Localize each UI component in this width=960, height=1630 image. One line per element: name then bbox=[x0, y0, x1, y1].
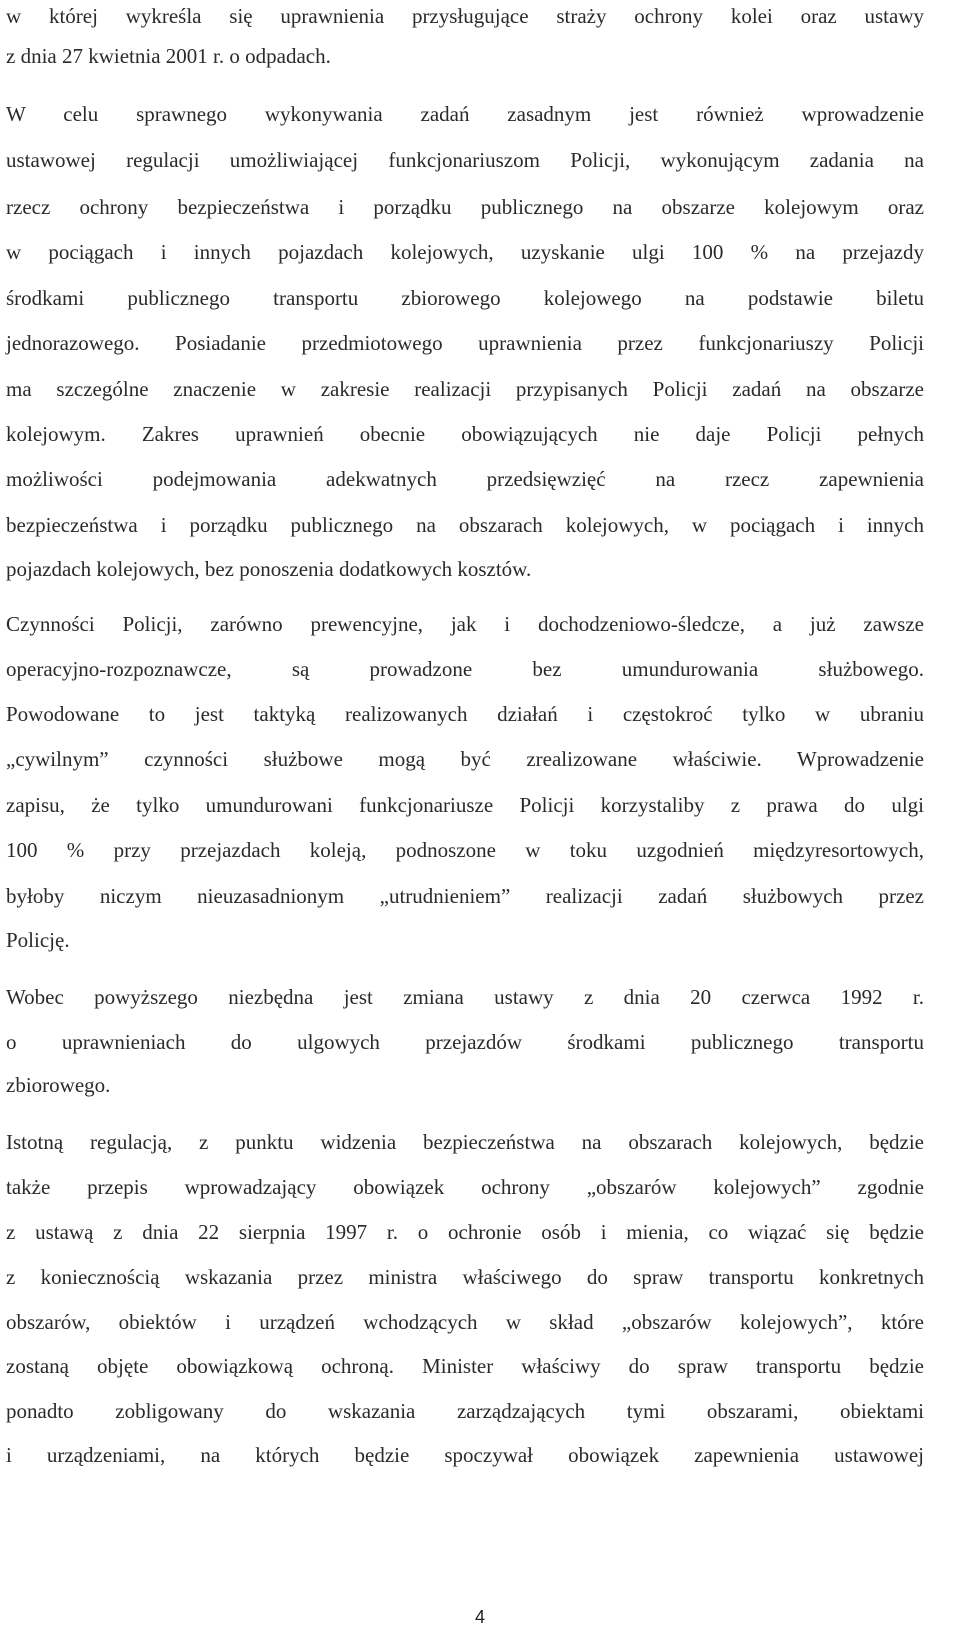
text-line: z dnia 27 kwietnia 2001 r. o odpadach. bbox=[6, 44, 331, 68]
text-line: Powodowane to jest taktyką realizowanych działań i częstokroć tylko w ubraniu bbox=[6, 702, 924, 726]
text-line: jednorazowego. Posiadanie przedmiotowego uprawnienia przez funkcjonariuszy Policji bbox=[6, 331, 924, 355]
text-line: z ustawą z dnia 22 sierpnia 1997 r. o ochronie osób i mienia, co wiązać się będzie bbox=[6, 1220, 924, 1244]
text-line: i urządzeniami, na których będzie spoczywał obowiązek zapewnienia ustawowej bbox=[6, 1443, 924, 1467]
text-line: operacyjno-rozpoznawcze, są prowadzone bez umundurowania służbowego. bbox=[6, 657, 924, 681]
text-line: „cywilnym” czynności służbowe mogą być zrealizowane właściwie. Wprowadzenie bbox=[6, 747, 924, 771]
text-line: obszarów, obiektów i urządzeń wchodzących w skład „obszarów kolejowych”, które bbox=[6, 1310, 924, 1334]
text-line: ponadto zobligowany do wskazania zarządzających tymi obszarami, obiektami bbox=[6, 1399, 924, 1423]
text-line: zostaną objęte obowiązkową ochroną. Minister właściwy do spraw transportu będzie bbox=[6, 1354, 924, 1378]
text-line: możliwości podejmowania adekwatnych przedsięwzięć na rzecz zapewnienia bbox=[6, 467, 924, 491]
text-line: 100 % przy przejazdach koleją, podnoszone w toku uzgodnień międzyresortowych, bbox=[6, 838, 924, 862]
page-number: 4 bbox=[474, 1607, 485, 1627]
text-line: Istotną regulacją, z punktu widzenia bezpieczeństwa na obszarach kolejowych, będzie bbox=[6, 1130, 924, 1154]
text-line: o uprawnieniach do ulgowych przejazdów środkami publicznego transportu bbox=[6, 1030, 924, 1054]
text-line: ma szczególne znaczenie w zakresie realizacji przypisanych Policji zadań na obszarze bbox=[6, 377, 924, 401]
text-line: środkami publicznego transportu zbiorowego kolejowego na podstawie biletu bbox=[6, 286, 924, 310]
text-line: ustawowej regulacji umożliwiającej funkcjonariuszom Policji, wykonującym zadania na bbox=[6, 148, 924, 172]
text-line: kolejowym. Zakres uprawnień obecnie obowiązujących nie daje Policji pełnych bbox=[6, 422, 924, 446]
text-line: zbiorowego. bbox=[6, 1073, 111, 1097]
text-line: Policję. bbox=[6, 928, 70, 952]
text-line: Wobec powyższego niezbędna jest zmiana ustawy z dnia 20 czerwca 1992 r. bbox=[6, 985, 924, 1009]
text-line: z koniecznością wskazania przez ministra właściwego do spraw transportu konkretnych bbox=[6, 1265, 924, 1289]
text-line: W celu sprawnego wykonywania zadań zasadnym jest również wprowadzenie bbox=[6, 102, 924, 126]
text-line: także przepis wprowadzający obowiązek ochrony „obszarów kolejowych” zgodnie bbox=[6, 1175, 924, 1199]
text-line: byłoby niczym nieuzasadnionym „utrudnieniem” realizacji zadań służbowych przez bbox=[6, 884, 924, 908]
text-line: rzecz ochrony bezpieczeństwa i porządku publicznego na obszarze kolejowym oraz bbox=[6, 195, 924, 219]
text-line: bezpieczeństwa i porządku publicznego na obszarach kolejowych, w pociągach i innych bbox=[6, 513, 924, 537]
text-line: Czynności Policji, zarówno prewencyjne, jak i dochodzeniowo-śledcze, a już zawsze bbox=[6, 612, 924, 636]
text-line: zapisu, że tylko umundurowani funkcjonariusze Policji korzystaliby z prawa do ulgi bbox=[6, 793, 924, 817]
text-line: w pociągach i innych pojazdach kolejowych, uzyskanie ulgi 100 % na przejazdy bbox=[6, 240, 924, 264]
text-line: w której wykreśla się uprawnienia przysługujące straży ochrony kolei oraz ustawy bbox=[6, 4, 924, 28]
text-line: pojazdach kolejowych, bez ponoszenia dodatkowych kosztów. bbox=[6, 557, 532, 581]
